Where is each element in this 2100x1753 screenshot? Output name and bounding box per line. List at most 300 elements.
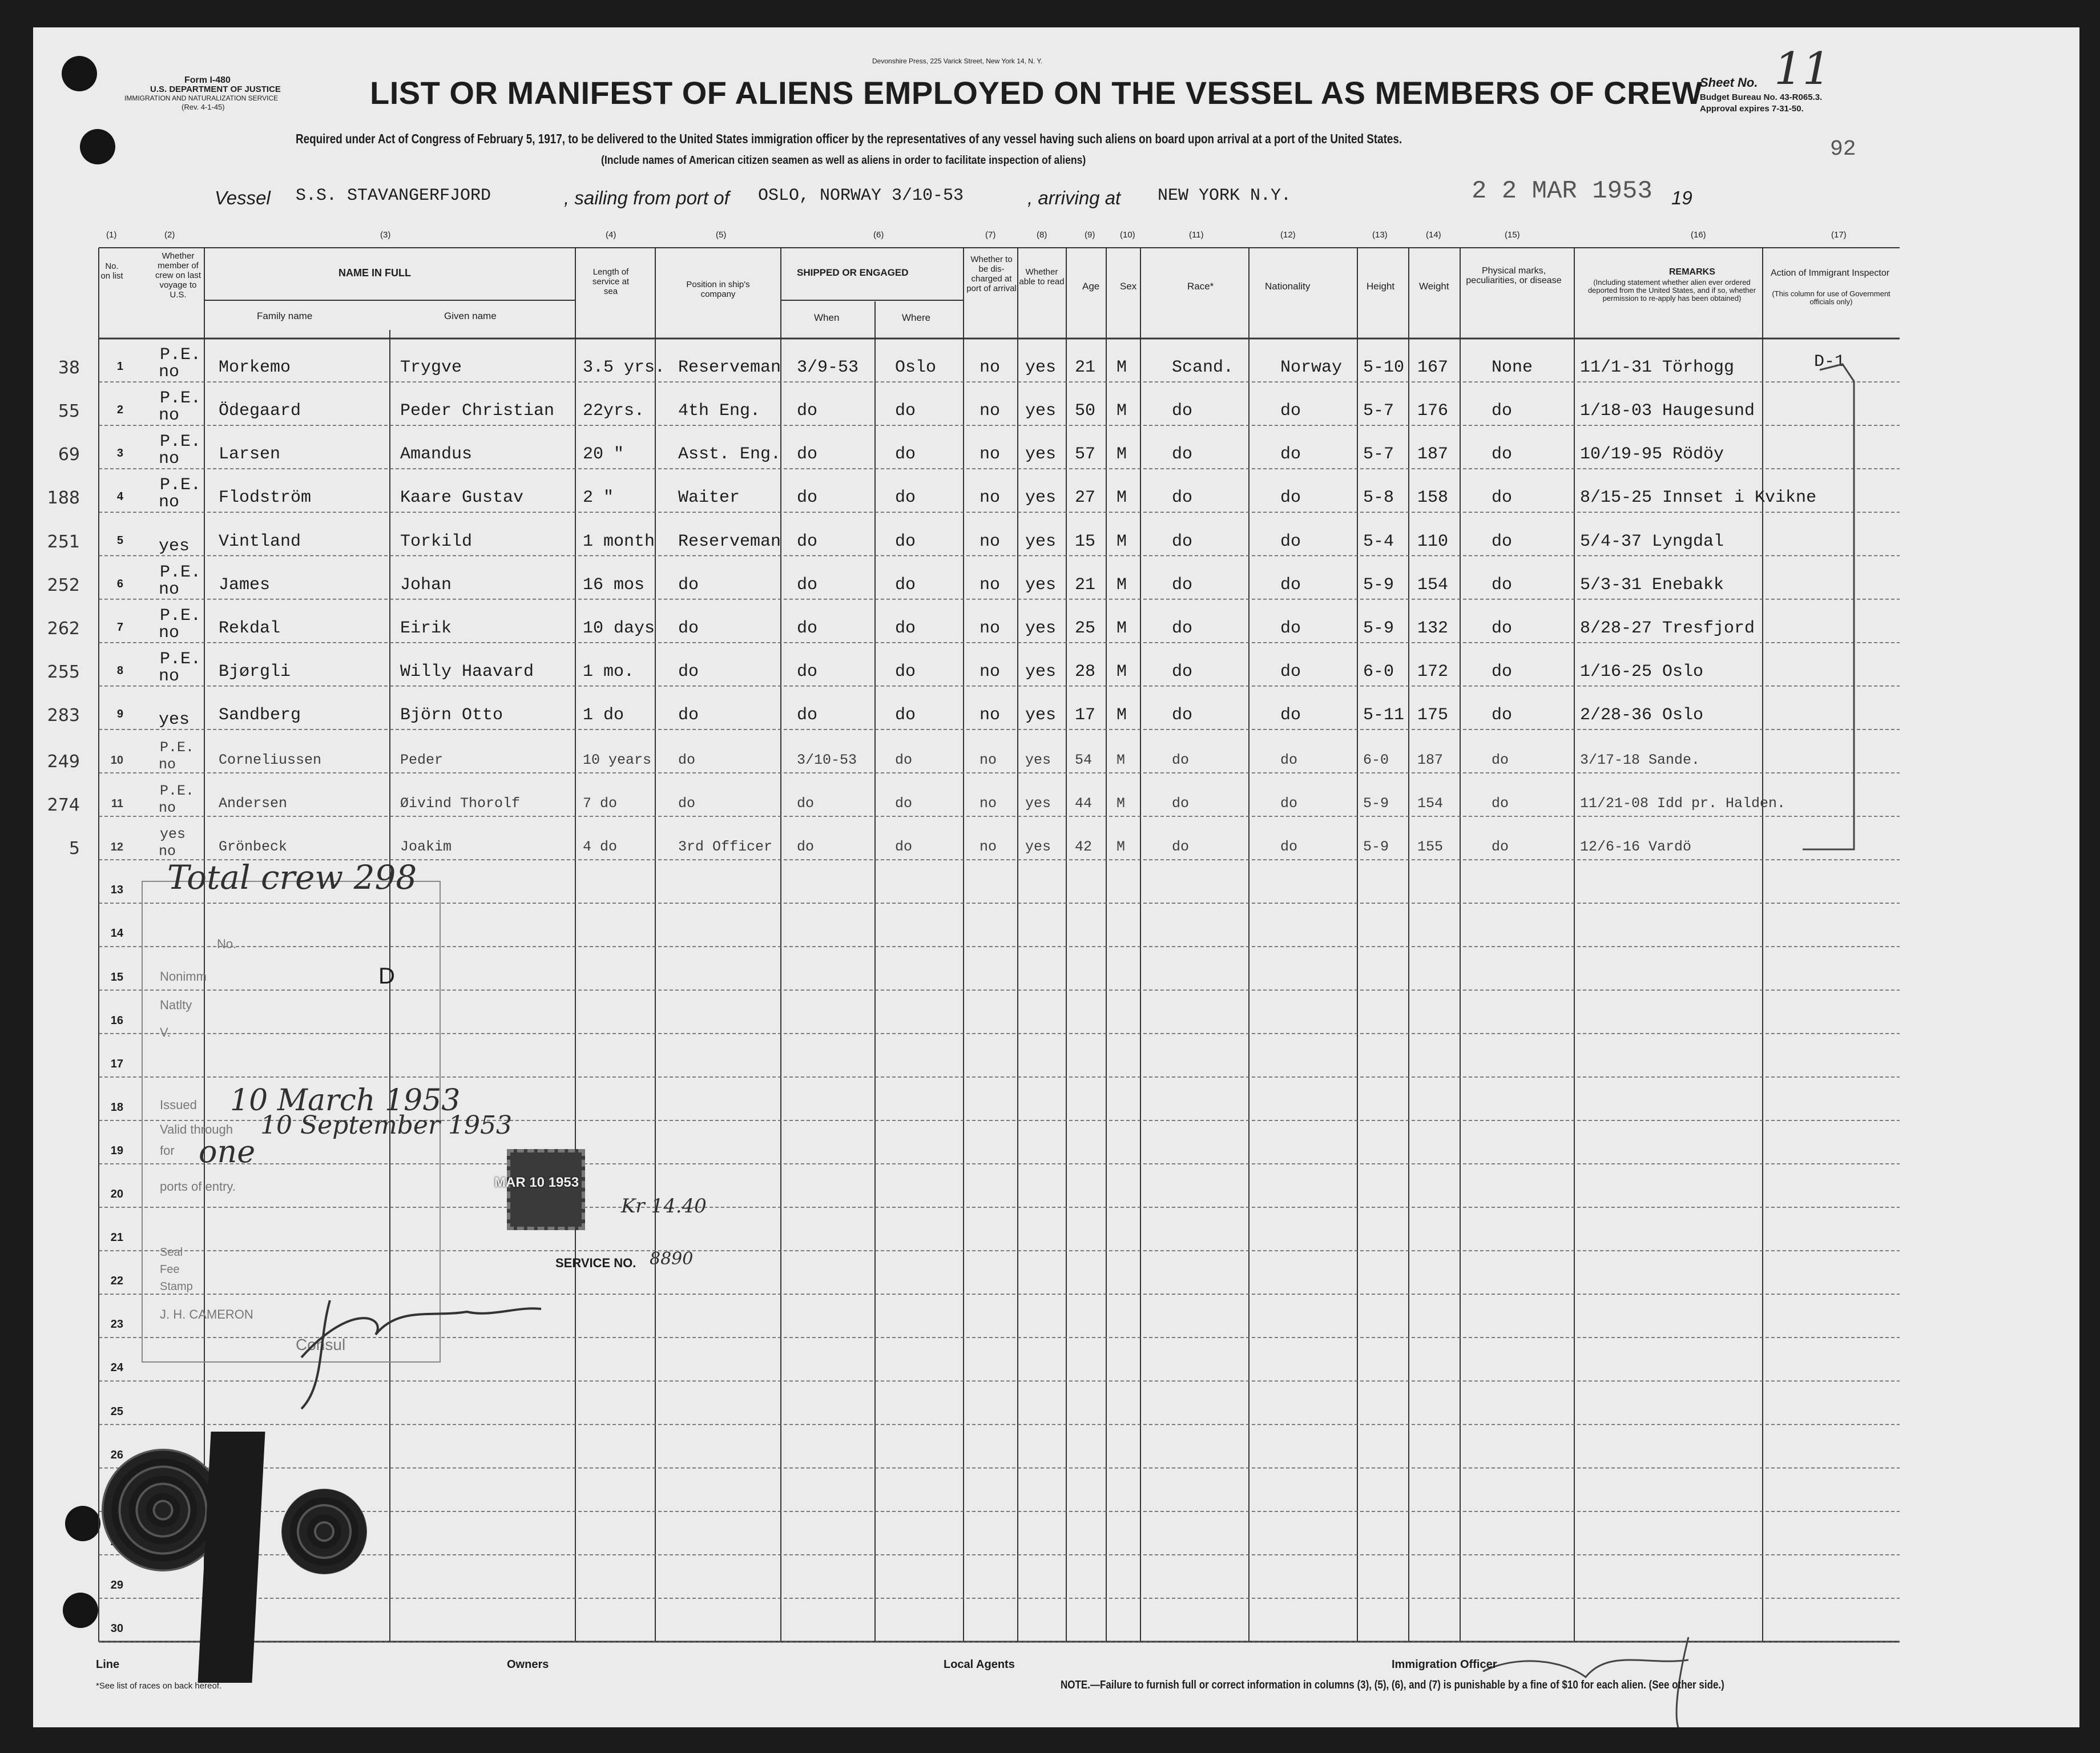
crew-last-voyage-cell: yes <box>159 536 190 556</box>
height-cell: 5-9 <box>1363 618 1394 638</box>
shipped-where-cell: do <box>895 705 916 725</box>
weight-cell: 175 <box>1417 705 1449 725</box>
service-length-cell: 1 do <box>583 705 624 725</box>
empty-row-number: 19 <box>110 1144 123 1157</box>
row-number: 2 <box>116 404 123 417</box>
remarks-cell: 11/1-31 Törhogg <box>1580 358 1735 378</box>
stamp-line-nonimm: Nonimm <box>160 969 207 984</box>
page-title: LIST OR MANIFEST OF ALIENS EMPLOYED ON THE VESSEL AS MEMBERS OF CREW <box>370 75 1703 111</box>
physical-marks-cell: do <box>1492 445 1513 465</box>
family-name-cell: Andersen <box>219 795 288 812</box>
empty-row-number: 18 <box>110 1101 123 1114</box>
col-9-label: Age <box>1082 281 1100 292</box>
col-2-label: Whether member of crew on last voyage to U.S. <box>155 251 201 300</box>
col-13-num: (13) <box>1372 230 1388 240</box>
given-name-cell: Willy Haavard <box>400 662 534 682</box>
col-4-label: Length of service at sea <box>592 267 630 296</box>
race-cell: Scand. <box>1172 358 1234 378</box>
able-to-read-cell: yes <box>1025 839 1051 856</box>
nationality-cell: do <box>1280 752 1298 768</box>
sheet-number: 11 <box>1774 43 1831 95</box>
nationality-cell: do <box>1280 795 1298 812</box>
physical-marks-cell: do <box>1492 531 1513 551</box>
sex-cell: M <box>1116 358 1127 378</box>
arrival-date-stamp: 2 2 MAR 1953 <box>1472 177 1652 205</box>
family-name-cell: Morkemo <box>219 358 291 378</box>
list-mark: 55 <box>58 401 80 422</box>
shipped-when-cell: do <box>797 618 818 638</box>
col-11-num: (11) <box>1189 230 1204 240</box>
family-name-cell: Flodström <box>219 488 312 508</box>
discharged-cell: no <box>980 705 1001 725</box>
crew-last-voyage-cell: no <box>159 449 180 469</box>
able-to-read-cell: yes <box>1025 358 1057 378</box>
crew-pe-cell: P.E. <box>160 475 201 495</box>
able-to-read-cell: yes <box>1025 445 1057 465</box>
shipped-when-cell: 3/9-53 <box>797 358 859 378</box>
position-cell: do <box>678 752 696 768</box>
weight-cell: 158 <box>1417 488 1449 508</box>
family-name-cell: Sandberg <box>219 705 301 725</box>
empty-row-number: 17 <box>110 1057 123 1070</box>
crew-last-voyage-cell: no <box>159 493 180 513</box>
footer-owners-label: Owners <box>507 1658 549 1671</box>
discharged-cell: no <box>980 531 1001 551</box>
col-15-num: (15) <box>1505 230 1520 240</box>
height-cell: 5-7 <box>1363 445 1394 465</box>
nationality-cell: do <box>1280 839 1298 856</box>
physical-marks-cell: None <box>1492 358 1533 378</box>
service-length-cell: 10 days <box>583 618 655 638</box>
form-number: Form I-480 <box>184 75 231 85</box>
stamp-line-issued: Issued <box>160 1098 197 1112</box>
shipped-when-cell: do <box>797 839 815 856</box>
age-cell: 15 <box>1075 531 1096 551</box>
list-mark: 262 <box>47 618 80 639</box>
shipped-when-cell: do <box>797 488 818 508</box>
service-length-cell: 4 do <box>583 839 618 856</box>
list-mark: 283 <box>47 705 80 726</box>
age-cell: 21 <box>1075 575 1096 595</box>
subtitle-note: (Include names of American citizen seamen as well as aliens in order to facilitate inspection of aliens) <box>601 154 1086 167</box>
list-mark: 251 <box>47 531 80 552</box>
nationality-cell: do <box>1280 531 1301 551</box>
crew-last-voyage-cell: no <box>159 800 176 817</box>
col-10-label: Sex <box>1120 281 1137 292</box>
col-8-num: (8) <box>1037 230 1047 240</box>
col-16-label: REMARKS <box>1669 267 1715 277</box>
sex-cell: M <box>1116 488 1127 508</box>
list-mark: 252 <box>47 575 80 595</box>
list-mark: 5 <box>68 839 80 859</box>
crew-pe-cell: P.E. <box>160 649 201 669</box>
given-name-cell: Torkild <box>400 531 473 551</box>
service-no-label: SERVICE NO. <box>555 1256 636 1270</box>
weight-cell: 154 <box>1417 575 1449 595</box>
service-length-cell: 7 do <box>583 795 618 812</box>
given-name-cell: Øivind Thorolf <box>400 795 521 812</box>
sheet-label: Sheet No. <box>1700 75 1758 90</box>
age-cell: 57 <box>1075 445 1096 465</box>
family-name-cell: Larsen <box>219 445 281 465</box>
height-cell: 6-0 <box>1363 662 1394 682</box>
stamp-line-valid: Valid through <box>160 1122 233 1137</box>
remarks-cell: 1/16-25 Oslo <box>1580 662 1704 682</box>
race-cell: do <box>1172 839 1190 856</box>
height-cell: 5-10 <box>1363 358 1405 378</box>
row-number: 12 <box>110 841 123 854</box>
empty-row-number: 16 <box>110 1014 123 1027</box>
budget-bureau: Budget Bureau No. 43-R065.3. <box>1700 92 1823 102</box>
col-17-num: (17) <box>1831 230 1847 240</box>
col-7-num: (7) <box>985 230 996 240</box>
position-cell: do <box>678 575 699 595</box>
row-number: 10 <box>110 754 123 767</box>
footer-officer-label: Immigration Officer <box>1392 1658 1497 1671</box>
age-cell: 21 <box>1075 358 1096 378</box>
col-9-num: (9) <box>1085 230 1095 240</box>
discharged-cell: no <box>980 839 997 856</box>
age-cell: 27 <box>1075 488 1096 508</box>
position-cell: do <box>678 795 696 812</box>
row-number: 11 <box>111 797 123 811</box>
vessel-name: S.S. STAVANGERFJORD <box>296 186 491 205</box>
col-3-label: NAME IN FULL <box>338 267 411 279</box>
given-name-cell: Björn Otto <box>400 705 503 725</box>
empty-row-number: 25 <box>110 1405 123 1418</box>
col-7-label: Whether to be dis-charged at port of arrival <box>966 255 1017 293</box>
position-cell: 4th Eng. <box>678 401 761 421</box>
consul-signature <box>33 27 2079 1727</box>
race-cell: do <box>1172 488 1193 508</box>
crew-pe-cell: P.E. <box>160 606 201 626</box>
remarks-cell: 2/28-36 Oslo <box>1580 705 1704 725</box>
able-to-read-cell: yes <box>1025 488 1057 508</box>
arriving-label: , arriving at <box>1027 187 1121 208</box>
sex-cell: M <box>1116 531 1127 551</box>
weight-cell: 176 <box>1417 401 1449 421</box>
stamp-line-no: No. <box>217 937 237 951</box>
col-8-label: Whether able to read <box>1019 267 1065 287</box>
shipped-when-cell: do <box>797 662 818 682</box>
discharged-cell: no <box>980 752 997 768</box>
embossed-seal <box>281 1489 367 1574</box>
empty-row-number: 21 <box>110 1231 123 1244</box>
col-17-label: Action of Immigrant Inspector <box>1770 268 1890 278</box>
weight-cell: 110 <box>1417 531 1449 551</box>
empty-row-number: 13 <box>110 884 123 897</box>
empty-row-number: 15 <box>110 970 123 984</box>
crew-pe-cell: P.E. <box>160 389 201 409</box>
empty-row-number: 14 <box>110 927 123 940</box>
physical-marks-cell: do <box>1492 662 1513 682</box>
printer-line: Devonshire Press, 225 Varick Street, New York 14, N. Y. <box>872 57 1043 65</box>
col-16-note: (Including statement whether alien ever ordered deported from the United States, and if so, whether permission to re-apply has been obtained) <box>1587 278 1756 303</box>
able-to-read-cell: yes <box>1025 618 1057 638</box>
vessel-label: Vessel <box>215 187 271 208</box>
nationality-cell: do <box>1280 618 1301 638</box>
service-length-cell: 2 " <box>583 488 614 508</box>
footer-line-label: Line <box>96 1658 120 1671</box>
age-cell: 17 <box>1075 705 1096 725</box>
shipped-when-cell: do <box>797 401 818 421</box>
stamp-line-seal: Seal <box>160 1246 183 1259</box>
age-cell: 42 <box>1075 839 1093 856</box>
footer-note: NOTE.—Failure to furnish full or correct information in columns (3), (5), (6), and (7) is punishable by a fine of $10 for each alien. (See other side.) <box>1061 1679 1724 1691</box>
col-5-label: Position in ship's company <box>686 280 750 299</box>
sex-cell: M <box>1116 795 1126 812</box>
shipped-when-cell: do <box>797 575 818 595</box>
col-2-num: (2) <box>164 230 175 240</box>
service-length-cell: 1 month <box>583 531 655 551</box>
footer-agents-label: Local Agents <box>944 1658 1015 1671</box>
service-length-cell: 20 " <box>583 445 624 465</box>
shipped-where-cell: do <box>895 752 913 768</box>
sex-cell: M <box>1116 662 1127 682</box>
issued-date: 10 March 1953 <box>230 1083 461 1118</box>
able-to-read-cell: yes <box>1025 795 1051 812</box>
discharged-cell: no <box>980 445 1001 465</box>
race-cell: do <box>1172 618 1193 638</box>
col-1-num: (1) <box>106 230 117 240</box>
shipped-where-cell: do <box>895 662 916 682</box>
able-to-read-cell: yes <box>1025 401 1057 421</box>
remarks-cell: 1/18-03 Haugesund <box>1580 401 1755 421</box>
given-name-cell: Joakim <box>400 839 452 856</box>
physical-marks-cell: do <box>1492 488 1513 508</box>
age-cell: 44 <box>1075 795 1093 812</box>
weight-cell: 167 <box>1417 358 1449 378</box>
family-name-cell: Vintland <box>219 531 301 551</box>
stamp-line-for: for <box>160 1143 175 1158</box>
able-to-read-cell: yes <box>1025 575 1057 595</box>
shipped-when-cell: do <box>797 531 818 551</box>
discharged-cell: no <box>980 795 997 812</box>
row-number: 6 <box>116 577 123 590</box>
sex-cell: M <box>1116 705 1127 725</box>
remarks-cell: 5/4-37 Lyngdal <box>1580 531 1724 551</box>
crew-last-voyage-cell: no <box>159 666 180 686</box>
height-cell: 6-0 <box>1363 752 1389 768</box>
service-length-cell: 16 mos <box>583 575 645 595</box>
total-crew: Total crew 298 <box>167 858 417 897</box>
height-cell: 5-4 <box>1363 531 1394 551</box>
service-length-cell: 10 years <box>583 752 652 768</box>
given-name-cell: Trygve <box>400 358 462 378</box>
row-number: 7 <box>116 620 123 634</box>
position-cell: Reserveman <box>678 358 781 378</box>
col-3-num: (3) <box>380 230 391 240</box>
discharged-cell: no <box>980 401 1001 421</box>
weight-cell: 187 <box>1417 445 1449 465</box>
family-name-cell: Corneliussen <box>219 752 322 768</box>
col-17-note: (This column for use of Government officials only) <box>1772 289 1891 306</box>
service-length-cell: 3.5 yrs. <box>583 358 666 378</box>
position-cell: Waiter <box>678 488 740 508</box>
col-14-label: Weight <box>1419 281 1449 292</box>
nationality-cell: do <box>1280 662 1301 682</box>
sex-cell: M <box>1116 445 1127 465</box>
family-name-cell: Grönbeck <box>219 839 288 856</box>
shipped-when-cell: do <box>797 795 815 812</box>
race-cell: do <box>1172 575 1193 595</box>
discharged-cell: no <box>980 575 1001 595</box>
weight-cell: 155 <box>1417 839 1444 856</box>
row-number: 9 <box>116 707 123 720</box>
col-6-where: Where <box>902 312 931 323</box>
list-mark: 255 <box>47 662 80 682</box>
row-number: 3 <box>116 447 123 460</box>
nationality-cell: do <box>1280 401 1301 421</box>
shipped-where-cell: do <box>895 531 916 551</box>
age-cell: 50 <box>1075 401 1096 421</box>
shipped-where-cell: do <box>895 575 916 595</box>
age-cell: 28 <box>1075 662 1096 682</box>
shipped-where-cell: do <box>895 795 913 812</box>
arrival-port: NEW YORK N.Y. <box>1158 186 1292 205</box>
shipped-when-cell: do <box>797 445 818 465</box>
discharged-cell: no <box>980 662 1001 682</box>
empty-row-number: 22 <box>110 1275 123 1288</box>
height-cell: 5-9 <box>1363 575 1394 595</box>
race-cell: do <box>1172 401 1193 421</box>
shipped-where-cell: Oslo <box>895 358 937 378</box>
physical-marks-cell: do <box>1492 575 1513 595</box>
shipped-where-cell: do <box>895 488 916 508</box>
manifest-sheet <box>33 27 2079 1727</box>
empty-row-number: 20 <box>110 1188 123 1200</box>
for-value: one <box>199 1134 256 1170</box>
physical-marks-cell: do <box>1492 795 1509 812</box>
race-note: *See list of races on back hereof. <box>96 1681 222 1691</box>
year-label: 19 <box>1671 187 1692 208</box>
list-mark: 249 <box>47 752 80 772</box>
race-cell: do <box>1172 705 1193 725</box>
weight-cell: 154 <box>1417 795 1444 812</box>
col-5-num: (5) <box>716 230 727 240</box>
stamp-line-v: V. <box>160 1025 171 1039</box>
crew-last-voyage-cell: no <box>159 843 176 860</box>
crew-last-voyage-cell: yes <box>159 710 190 730</box>
row-number: 8 <box>116 664 123 677</box>
race-cell: do <box>1172 662 1193 682</box>
remarks-cell: 10/19-95 Rödöy <box>1580 445 1724 465</box>
weight-cell: 187 <box>1417 752 1444 768</box>
height-cell: 5-8 <box>1363 488 1394 508</box>
crew-pe-cell: yes <box>160 826 186 843</box>
col-3-given: Given name <box>444 311 497 321</box>
col-10-num: (10) <box>1120 230 1135 240</box>
service-length-cell: 22yrs. <box>583 401 645 421</box>
crew-last-voyage-cell: no <box>159 362 180 382</box>
sex-cell: M <box>1116 575 1127 595</box>
fee-stamp-date: MAR 10 1953 <box>494 1175 579 1190</box>
given-name-cell: Johan <box>400 575 452 595</box>
remarks-cell: 3/17-18 Sande. <box>1580 752 1700 768</box>
nationality-cell: do <box>1280 705 1301 725</box>
col-4-num: (4) <box>606 230 616 240</box>
family-name-cell: Rekdal <box>219 618 281 638</box>
able-to-read-cell: yes <box>1025 531 1057 551</box>
position-cell: do <box>678 705 699 725</box>
race-cell: do <box>1172 445 1193 465</box>
age-cell: 25 <box>1075 618 1096 638</box>
height-cell: 5-9 <box>1363 795 1389 812</box>
physical-marks-cell: do <box>1492 839 1509 856</box>
remarks-cell: 8/28-27 Tresfjord <box>1580 618 1755 638</box>
position-cell: Asst. Eng. <box>678 445 781 465</box>
col-14-num: (14) <box>1426 230 1441 240</box>
position-cell: 3rd Officer <box>678 839 773 856</box>
remarks-cell: 5/3-31 Enebakk <box>1580 575 1724 595</box>
row-number: 4 <box>116 490 123 503</box>
crew-last-voyage-cell: no <box>159 756 176 773</box>
given-name-cell: Kaare Gustav <box>400 488 524 508</box>
shipped-when-cell: 3/10-53 <box>797 752 857 768</box>
inspector-action-cell: D-1 <box>1814 352 1845 372</box>
given-name-cell: Amandus <box>400 445 473 465</box>
empty-row-number: 30 <box>110 1622 123 1635</box>
shipped-where-cell: do <box>895 618 916 638</box>
col-6-when: When <box>814 312 840 323</box>
height-cell: 5-9 <box>1363 839 1389 856</box>
service-name: IMMIGRATION AND NATURALIZATION SERVICE <box>124 94 279 102</box>
given-name-cell: Peder <box>400 752 444 768</box>
list-mark: 38 <box>58 358 80 378</box>
crew-pe-cell: P.E. <box>160 432 201 452</box>
form-revision: (Rev. 4-1-45) <box>182 103 225 111</box>
family-name-cell: Bjørgli <box>219 662 291 682</box>
discharged-cell: no <box>980 358 1001 378</box>
approval-expiry: Approval expires 7-31-50. <box>1700 104 1804 114</box>
list-mark: 274 <box>47 795 80 816</box>
col-16-num: (16) <box>1691 230 1706 240</box>
nationality-cell: do <box>1280 488 1301 508</box>
position-cell: do <box>678 662 699 682</box>
sex-cell: M <box>1116 839 1126 856</box>
col-13-label: Height <box>1367 281 1395 292</box>
list-mark: 188 <box>47 488 80 509</box>
height-cell: 5-7 <box>1363 401 1394 421</box>
departure-port: OSLO, NORWAY 3/10-53 <box>758 186 964 205</box>
stamp-letter: D <box>378 964 395 989</box>
nationality-cell: do <box>1280 445 1301 465</box>
physical-marks-cell: do <box>1492 618 1513 638</box>
subtitle: Required under Act of Congress of February 5, 1917, to be delivered to the United States immigration officer by the representatives of any vessel having such aliens on board upon arrival at a port of the United States. <box>296 131 1402 146</box>
race-cell: do <box>1172 531 1193 551</box>
able-to-read-cell: yes <box>1025 752 1051 768</box>
position-cell: do <box>678 618 699 638</box>
consul-title: Consul <box>296 1336 346 1353</box>
corner-number: 92 <box>1830 137 1856 162</box>
physical-marks-cell: do <box>1492 401 1513 421</box>
nationality-cell: Norway <box>1280 358 1343 378</box>
empty-row-number: 29 <box>110 1578 123 1591</box>
crew-last-voyage-cell: no <box>159 579 180 599</box>
weight-cell: 132 <box>1417 618 1449 638</box>
empty-row-number: 26 <box>110 1448 123 1461</box>
empty-row-number: 23 <box>110 1318 123 1331</box>
race-cell: do <box>1172 795 1190 812</box>
stamp-line-fee: Fee <box>160 1263 180 1276</box>
position-cell: Reserveman <box>678 531 781 551</box>
sex-cell: M <box>1116 752 1126 768</box>
given-name-cell: Peder Christian <box>400 401 555 421</box>
nationality-cell: do <box>1280 575 1301 595</box>
shipped-where-cell: do <box>895 839 913 856</box>
col-11-label: Race* <box>1187 281 1214 292</box>
age-cell: 54 <box>1075 752 1093 768</box>
